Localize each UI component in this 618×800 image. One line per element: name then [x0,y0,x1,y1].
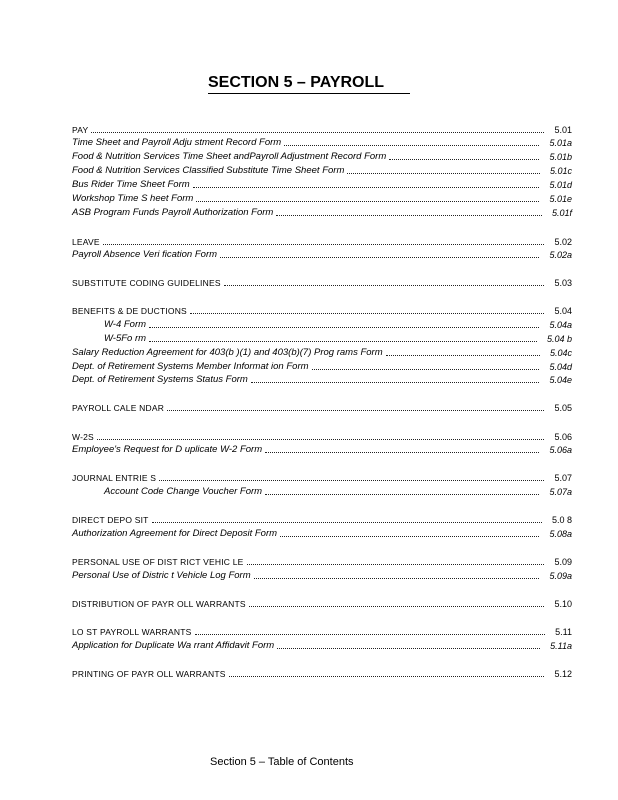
toc-label: Time Sheet and Payroll Adju stment Record Form [72,137,282,148]
toc-page-number: 5.04 [554,306,572,316]
toc-label: W-2S [72,432,94,442]
toc-dot-leader [254,578,539,579]
toc-dot-leader [280,536,539,537]
toc-entry-row [72,137,572,149]
toc-section-row [72,472,572,484]
toc-dot-leader [224,285,544,286]
toc-label: Food & Nutrition Services Time Sheet andPayroll Adjustment Record Form [72,151,387,162]
toc-dot-leader [91,132,544,133]
toc-label: JOURNAL ENTRIE S [72,473,157,483]
toc-section-row [72,402,572,414]
toc-label: Account Code Change Voucher Form [104,486,263,497]
toc-dot-leader [389,159,539,160]
toc-page-number: 5.06a [549,445,572,455]
toc-label: W-4 Form [104,319,147,330]
page-footer: Section 5 – Table of Contents [210,756,354,768]
toc-page-number: 5.12 [554,669,572,679]
toc-dot-leader [229,676,544,677]
toc-label: PAY [72,125,89,135]
toc-page-number: 5.11a [550,641,572,651]
toc-page-number: 5.11 [555,627,572,637]
toc-page-number: 5.04c [549,348,572,358]
toc-entry-row [72,444,572,456]
toc-entry-row [72,570,572,582]
toc-section-row [72,124,572,136]
toc-dot-leader [196,201,539,202]
toc-dot-leader [347,173,540,174]
toc-page-number: 5.05 [554,403,572,413]
toc-label: PAYROLL CALE NDAR [72,403,165,413]
toc-label: PERSONAL USE OF DIST RICT VEHIC LE [72,557,244,567]
toc-entry-row [72,207,572,219]
toc-label: PRINTING OF PAYR OLL WARRANTS [72,669,226,679]
toc-entry-row [72,151,572,163]
toc-label: BENEFITS & DE DUCTIONS [72,306,187,316]
toc-entry-row [72,347,572,359]
toc-label: Dept. of Retirement Systems Status Form [72,374,248,385]
toc-dot-leader [247,564,544,565]
toc-label: Employee's Request for D uplicate W-2 Form [72,444,263,455]
toc-dot-leader [220,257,539,258]
toc-dot-leader [159,480,544,481]
toc-entry-row [72,249,572,261]
toc-label: Payroll Absence Veri fication Form [72,249,218,260]
toc-label: ASB Program Funds Payroll Authorization Form [72,207,274,218]
toc-page-number: 5.03 [554,278,572,288]
toc-dot-leader [97,439,544,440]
toc-dot-leader [265,452,539,453]
toc-page-number: 5.06 [554,432,572,442]
toc-label: DISTRIBUTION OF PAYR OLL WARRANTS [72,599,246,609]
toc-dot-leader [386,355,540,356]
toc-page-number: 5.04a [549,320,572,330]
toc-dot-leader [190,313,544,314]
toc-entry-row [72,319,572,331]
toc-page-number: 5.01b [549,152,572,162]
toc-page-number: 5.08a [549,529,572,539]
toc-dot-leader [152,522,542,523]
toc-page-number: 5.0 8 [551,515,572,525]
toc-section-row [72,277,572,289]
toc-entry-row [72,486,572,498]
toc-label: LO ST PAYROLL WARRANTS [72,627,192,637]
toc-page-number: 5.01a [549,138,572,148]
toc-label: Workshop Time S heet Form [72,193,194,204]
toc-section-row [72,305,572,317]
toc-dot-leader [265,494,539,495]
toc-label: Application for Duplicate Wa rrant Affidavit Form [72,640,275,651]
toc-label: Bus Rider Time Sheet Form [72,179,190,190]
toc-section-row [72,556,572,568]
toc-label: LEAVE [72,237,100,247]
toc-entry-row [72,333,572,345]
toc-page-number: 5.09 [554,557,572,567]
toc-label: W-5Fo rm [104,333,147,344]
toc-label: Salary Reduction Agreement for 403(b )(1) and 403(b)(7) Prog rams Form [72,347,383,358]
toc-page-number: 5.10 [554,599,572,609]
toc-section-row [72,236,572,248]
toc-page-number: 5.01f [551,208,572,218]
section-title: SECTION 5 – PAYROLL [208,74,410,94]
toc-dot-leader [195,634,545,635]
toc-label: DIRECT DEPO SIT [72,515,149,525]
toc-page-number: 5.01d [549,180,572,190]
toc-page-number: 5.01e [549,194,572,204]
toc-dot-leader [276,215,542,216]
toc-page-number: 5.04e [549,375,572,385]
toc-page-number: 5.09a [549,571,572,581]
toc-dot-leader [249,606,544,607]
toc-dot-leader [277,648,540,649]
toc-page-number: 5.07 [554,473,572,483]
toc-section-row [72,431,572,443]
toc-page-number: 5.04 b [546,334,572,344]
toc-page-number: 5.02a [549,250,572,260]
toc-entry-row [72,374,572,386]
toc-page-number: 5.01 [554,125,572,135]
toc-entry-row [72,528,572,540]
toc-page-number: 5.02 [554,237,572,247]
toc-label: Food & Nutrition Services Classified Substitute Time Sheet Form [72,165,345,176]
toc-dot-leader [167,410,544,411]
toc-entry-row [72,640,572,652]
toc-page-number: 5.01c [549,166,572,176]
toc-label: Dept. of Retirement Systems Member Informat ion Form [72,361,309,372]
toc-dot-leader [149,341,537,342]
toc-dot-leader [149,327,539,328]
toc-section-row [72,514,572,526]
toc-entry-row [72,179,572,191]
toc-label: Authorization Agreement for Direct Deposit Form [72,528,278,539]
toc-label: SUBSTITUTE CODING GUIDELINES [72,278,221,288]
toc-section-row [72,668,572,680]
toc-page-number: 5.07a [549,487,572,497]
toc-section-row [72,598,572,610]
toc-page-number: 5.04d [549,362,572,372]
toc-dot-leader [284,145,539,146]
toc-dot-leader [251,382,539,383]
toc-section-row [72,626,572,638]
toc-entry-row [72,193,572,205]
toc-dot-leader [103,244,544,245]
toc-entry-row [72,165,572,177]
toc-entry-row [72,361,572,373]
toc-dot-leader [312,369,539,370]
toc-label: Personal Use of Distric t Vehicle Log Form [72,570,251,581]
toc-dot-leader [193,187,539,188]
